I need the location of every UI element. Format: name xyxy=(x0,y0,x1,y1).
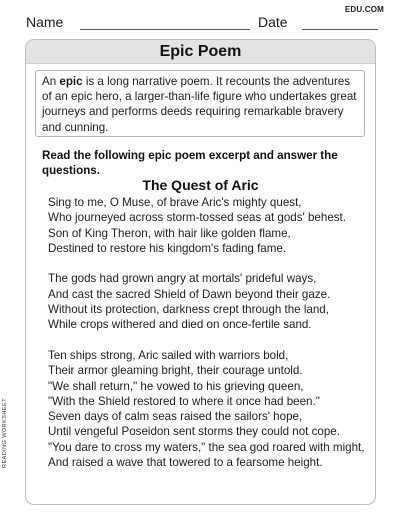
poem-line: Son of King Theron, with hair like golden flame, xyxy=(48,226,291,240)
definition-prefix: An xyxy=(42,75,60,88)
worksheet-header xyxy=(26,14,378,34)
poem-line: "We shall return," he vowed to his grieving queen, xyxy=(48,379,304,393)
date-field[interactable] xyxy=(302,29,378,30)
poem-title: The Quest of Aric xyxy=(142,177,259,193)
poem-line: "You dare to cross my waters," the sea god roared with might, xyxy=(48,440,365,454)
date-label: Date xyxy=(258,14,288,30)
poem-line: The gods had grown angry at mortals' prideful ways, xyxy=(48,272,317,286)
instructions: Read the following epic poem excerpt and answer the questions. xyxy=(42,149,338,177)
stanza xyxy=(48,195,365,256)
poem-line: And raised a wave that towered to a fearsome height. xyxy=(48,456,323,470)
side-label-text: READING WORKSHEET xyxy=(2,398,8,468)
definition-term: epic xyxy=(59,75,83,88)
poem-line: And cast the sacred Shield of Dawn beyond their gaze. xyxy=(48,287,331,301)
page-title: Epic Poem xyxy=(26,40,375,64)
definition-box xyxy=(35,70,365,137)
stanza xyxy=(48,348,365,470)
poem-line: Without its protection, darkness crept through the land, xyxy=(48,303,329,317)
poem-line: Ten ships strong, Aric sailed with warriors bold, xyxy=(48,348,289,362)
poem-line: "With the Shield restored to where it once had been." xyxy=(48,394,320,408)
poem-body xyxy=(48,195,365,486)
poem-line: Seven days of calm seas raised the sailors' hope, xyxy=(48,410,303,424)
poem-line: Their armor gleaming bright, their courage untold. xyxy=(48,364,303,378)
name-field[interactable] xyxy=(80,29,250,30)
poem-line: Sing to me, O Muse, of brave Aric's mighty quest, xyxy=(48,196,302,209)
poem-line: Until vengeful Poseidon sent storms they could not cope. xyxy=(48,425,340,439)
name-label: Name xyxy=(26,14,64,30)
brand-logo: EDU.COM xyxy=(344,5,384,14)
worksheet-card xyxy=(25,39,376,505)
stanza xyxy=(48,271,365,332)
poem-line: While crops withered and died on once-fertile sand. xyxy=(48,318,312,332)
definition-text: is a long narrative poem. It recounts the adventures of an epic hero, a larger-than-life figure who undertakes great journeys and performs deeds requiring remarkable bravery and cunning. xyxy=(42,75,357,134)
poem-line: Destined to restore his kingdom's fading fame. xyxy=(48,241,287,255)
poem-line: Who journeyed across storm-tossed seas at gods' behest. xyxy=(48,211,347,225)
